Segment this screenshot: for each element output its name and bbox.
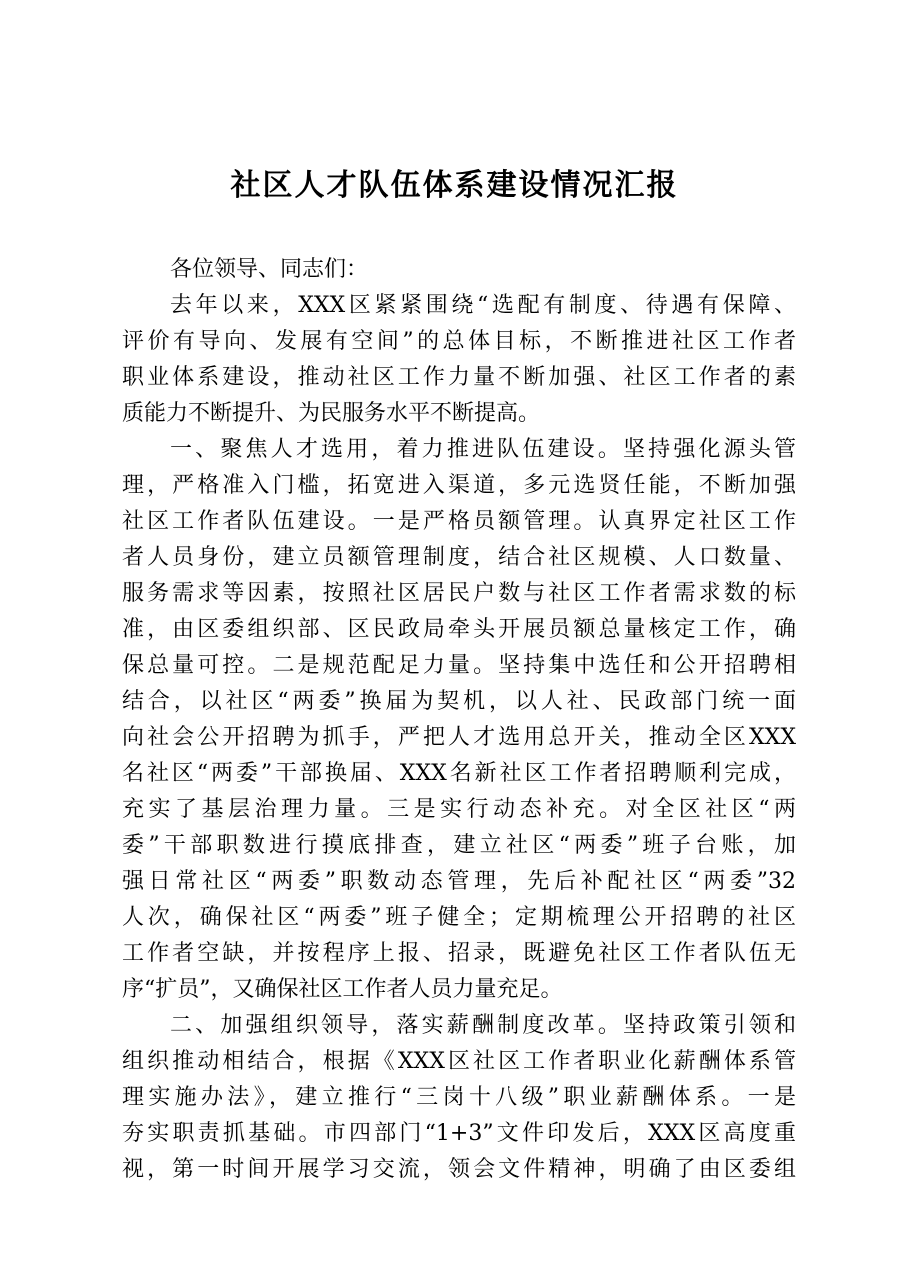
body-line: 各位领导、同志们： bbox=[170, 257, 369, 282]
body-line: 理，严格准入门槛，拓宽进入渠道，多元选贤任能，不断加强 bbox=[122, 473, 796, 498]
body-line: 社区工作者队伍建设。一是严格员额管理。认真界定社区工作 bbox=[122, 509, 796, 534]
body-line: 质能力不断提升、为民服务水平不断提高。 bbox=[122, 401, 541, 426]
body-line: 结合，以社区“两委”换届为契机，以人社、民政部门统一面 bbox=[122, 689, 796, 714]
body-line: 者人员身份，建立员额管理制度，结合社区规模、人口数量、 bbox=[122, 545, 796, 570]
body-line: 组织推动相结合，根据《XXX区社区工作者职业化薪酬体系管 bbox=[122, 1049, 796, 1074]
document-body bbox=[122, 252, 796, 1188]
document-title: 社区人才队伍体系建设情况汇报 bbox=[230, 168, 679, 203]
body-line: 评价有导向、发展有空间”的总体目标，不断推进社区工作者 bbox=[122, 329, 796, 354]
body-line: 一、聚焦人才选用，着力推进队伍建设。坚持强化源头管 bbox=[170, 437, 796, 462]
body-line: 视，第一时间开展学习交流，领会文件精神，明确了由区委组 bbox=[122, 1157, 796, 1182]
body-line: 向社会公开招聘为抓手，严把人才选用总开关，推动全区XXX bbox=[122, 725, 796, 750]
body-line: 职业体系建设，推动社区工作力量不断加强、社区工作者的素 bbox=[122, 365, 796, 390]
body-line: 序“扩员”，又确保社区工作者人员力量充足。 bbox=[122, 977, 563, 1002]
body-line: 理实施办法》，建立推行“三岗十八级”职业薪酬体系。一是 bbox=[122, 1085, 796, 1110]
body-line: 工作者空缺，并按程序上报、招录，既避免社区工作者队伍无 bbox=[122, 941, 796, 966]
body-line: 二、加强组织领导，落实薪酬制度改革。坚持政策引领和 bbox=[170, 1013, 796, 1038]
body-line: 名社区“两委”干部换届、XXX名新社区工作者招聘顺利完成， bbox=[122, 761, 796, 786]
body-line: 去年以来，XXX区紧紧围绕“选配有制度、待遇有保障、 bbox=[170, 293, 796, 318]
body-line: 人次，确保社区“两委”班子健全；定期梳理公开招聘的社区 bbox=[122, 905, 796, 930]
body-line: 服务需求等因素，按照社区居民户数与社区工作者需求数的标 bbox=[122, 581, 796, 606]
body-line: 强日常社区“两委”职数动态管理，先后补配社区“两委”32 bbox=[122, 869, 796, 894]
body-line: 保总量可控。二是规范配足力量。坚持集中选任和公开招聘相 bbox=[122, 653, 796, 678]
body-line: 充实了基层治理力量。三是实行动态补充。对全区社区“两 bbox=[122, 797, 796, 822]
body-line: 夯实职责抓基础。市四部门“1+3”文件印发后，XXX区高度重 bbox=[122, 1121, 796, 1146]
body-line: 准，由区委组织部、区民政局牵头开展员额总量核定工作，确 bbox=[122, 617, 796, 642]
body-line: 委”干部职数进行摸底排查，建立社区“两委”班子台账，加 bbox=[122, 833, 796, 858]
